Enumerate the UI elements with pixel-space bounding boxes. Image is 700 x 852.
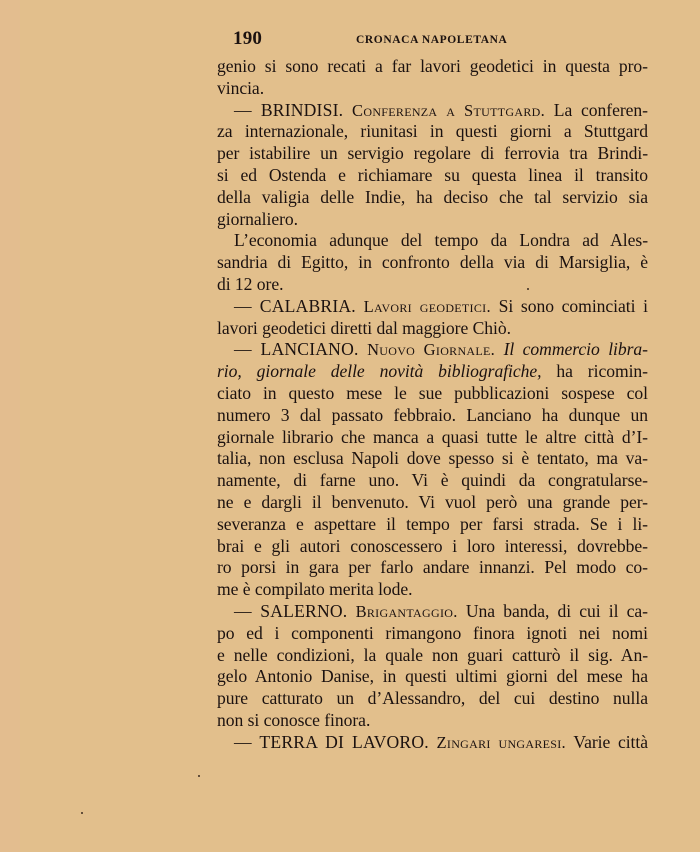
text-run: Una banda, di cui il ca- bbox=[465, 600, 648, 621]
text-line: genio si sono recati a far lavori geodetici in questa pro- bbox=[217, 56, 648, 76]
place-heading: — LANCIANO. bbox=[234, 339, 359, 360]
body-text bbox=[217, 56, 648, 754]
page-header bbox=[233, 28, 653, 52]
place-heading: — SALERNO. bbox=[234, 600, 348, 621]
text-line bbox=[217, 361, 648, 383]
text-line: po ed i componenti rimangono finora ignoti nei nomi bbox=[217, 622, 648, 643]
text-line: brai e gli autori conoscessero i loro interessi, dovrebbe- bbox=[217, 535, 648, 556]
news-item-brindisi bbox=[217, 100, 648, 122]
page-edge-strip bbox=[0, 0, 20, 852]
text-line: namente, di farne uno. Vi è quindi da congratularse- bbox=[217, 470, 648, 491]
place-heading: — TERRA DI LAVORO. bbox=[234, 731, 429, 752]
item-subject: Nuovo Giornale. bbox=[367, 340, 496, 360]
text-line: di 12 ore. bbox=[217, 273, 284, 294]
text-line: gelo Antonio Danise, in questi ultimi giorni del mese ha bbox=[217, 666, 648, 687]
item-subject: Brigantaggio. bbox=[355, 601, 458, 621]
italic-title: rio, giornale delle novità bibliografiche, bbox=[217, 361, 542, 382]
text-line: pure catturato un d’Alessandro, del cui destino nulla bbox=[217, 688, 648, 709]
text-line: talia, non esclusa Napoli dove spesso si è tentato, ma va- bbox=[217, 448, 648, 469]
item-subject: Zingari ungaresi. bbox=[436, 732, 566, 752]
text-line: ne e dargli il benvenuto. Vi vuol però una grande per- bbox=[217, 491, 648, 512]
text-line: ciato in questo mese le sue pubblicazioni sospese col bbox=[217, 382, 648, 403]
text-line: giornale librario che manca a quasi tutte le altre città d’I- bbox=[217, 426, 648, 447]
text-line: giornaliero. bbox=[217, 208, 298, 229]
text-run: Si sono cominciati i bbox=[498, 295, 648, 316]
place-heading: — CALABRIA. bbox=[234, 295, 356, 316]
paper-speck bbox=[527, 288, 529, 290]
news-item-lanciano bbox=[217, 339, 648, 361]
text-line: lavori geodetici diretti dal maggiore Chiò. bbox=[217, 317, 511, 338]
running-title: CRONACA NAPOLETANA bbox=[356, 34, 508, 46]
news-item-terra-di-lavoro bbox=[217, 732, 648, 754]
italic-title: Il commercio libra- bbox=[503, 339, 648, 360]
text-line: ro porsi in gara per farlo andare innanzi. Pel modo co- bbox=[217, 557, 648, 578]
text-line: vincia. bbox=[217, 77, 265, 98]
text-run: Varie città bbox=[573, 731, 648, 752]
text-line: per istabilire un servigio regolare di ferrovia tra Brindi- bbox=[217, 143, 648, 164]
item-subject: Conferenza a Stuttgard. bbox=[352, 100, 546, 120]
text-line: sandria di Egitto, in confronto della via di Marsiglia, è bbox=[217, 252, 648, 273]
page-number: 190 bbox=[233, 28, 263, 49]
text-line: numero 3 dal passato febbraio. Lanciano ha dunque un bbox=[217, 404, 648, 425]
text-line: si ed Ostenda e richiamare su questa linea il transito bbox=[217, 164, 648, 185]
paper-speck bbox=[198, 775, 200, 777]
text-line: za internazionale, riunitasi in questi giorni a Stuttgard bbox=[217, 121, 648, 142]
news-item-salerno bbox=[217, 601, 648, 623]
text-line: della valigia delle Indie, ha deciso che tal servizio sia bbox=[217, 186, 648, 207]
text-line: e nelle condizioni, la quale non guari catturò il sig. An- bbox=[217, 644, 648, 665]
text-line: non si conosce finora. bbox=[217, 709, 371, 730]
news-item-calabria bbox=[217, 296, 648, 318]
text-line: severanza e aspettare il tempo per farsi strada. Se i li- bbox=[217, 513, 648, 534]
paragraph-start: L’economia adunque del tempo da Londra ad Ales- bbox=[234, 230, 648, 251]
place-heading: — BRINDISI. bbox=[234, 99, 344, 120]
text-line: me è compilato merita lode. bbox=[217, 579, 413, 600]
text-run: La conferen- bbox=[553, 99, 648, 120]
paper-speck bbox=[81, 812, 83, 814]
item-subject: Lavori geodetici. bbox=[363, 296, 491, 316]
text-run: ha ricomin- bbox=[556, 361, 648, 382]
